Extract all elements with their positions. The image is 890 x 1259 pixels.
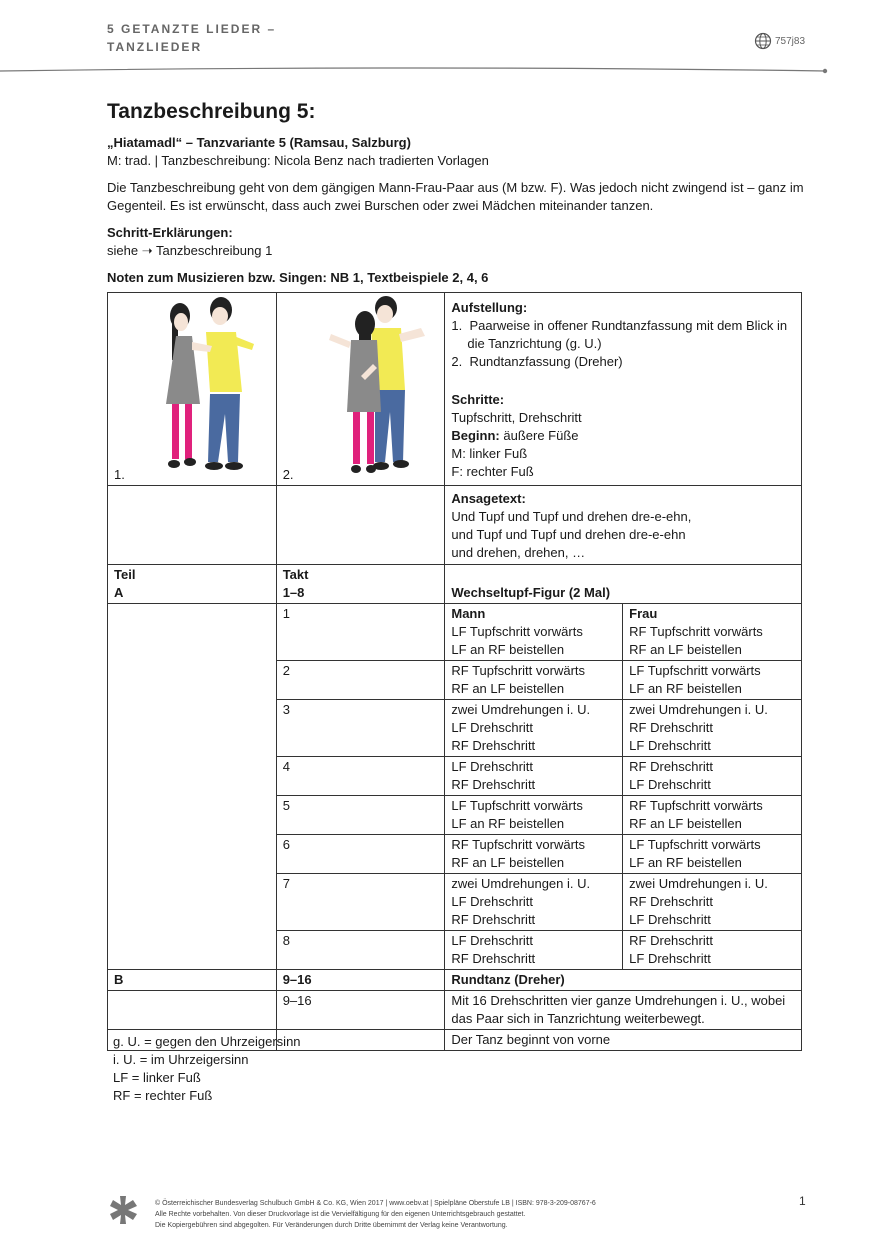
takt-cell: 2 [276, 661, 445, 700]
schritte-text: Tupfschritt, Drehschritt [451, 410, 582, 425]
credits: M: trad. | Tanzbeschreibung: Nicola Benz nach tradierten Vorlagen [107, 153, 489, 168]
online-code[interactable] [754, 32, 805, 50]
takt-cell: 9–16 [276, 991, 445, 1030]
mann-step: zwei Umdrehungen i. U. [451, 702, 591, 717]
mann-step: RF Tupfschritt vorwärts [451, 663, 586, 678]
beginn-text: äußere Füße [499, 428, 579, 443]
figure-a-title: Wechseltupf-Figur (2 Mal) [451, 585, 611, 600]
frau-step: RF Drehschritt [629, 720, 713, 735]
mann-step: LF an RF beistellen [451, 642, 565, 657]
ansage-heading: Ansagetext: [451, 491, 526, 506]
setup-cell [445, 293, 802, 486]
legend-item: g. U. = gegen den Uhrzeigersinn [113, 1034, 301, 1049]
frau-step: RF Drehschritt [629, 933, 713, 948]
page-number: 1 [799, 1194, 806, 1208]
schritt-heading: Schritt-Erklärungen: [107, 225, 233, 240]
takt-label: Takt [282, 567, 309, 582]
beginn-line [451, 427, 795, 445]
frau-step: LF an RF beistellen [629, 681, 742, 696]
globe-icon [754, 32, 772, 50]
mann-step: RF Tupfschritt vorwärts [451, 837, 586, 852]
ansage-line: und drehen, drehen, … [451, 545, 586, 560]
frau-step: RF an LF beistellen [629, 816, 742, 831]
mann-step: RF an LF beistellen [451, 681, 565, 696]
frau-step: LF Drehschritt [629, 912, 711, 927]
mann-step: RF Drehschritt [451, 738, 536, 753]
frau-step: zwei Umdrehungen i. U. [629, 702, 768, 717]
part-b-row [108, 970, 802, 991]
teil-b: B [108, 970, 277, 991]
ansage-row [108, 486, 802, 565]
table-row [108, 874, 802, 931]
figure-label-2: 2. [282, 467, 294, 482]
beginn-m: M: linker Fuß [451, 446, 528, 461]
page-title: Tanzbeschreibung 5: [107, 100, 316, 123]
frau-step: LF Drehschritt [629, 777, 711, 792]
frau-step: LF Drehschritt [629, 951, 711, 966]
legend-item: LF = linker Fuß [113, 1070, 201, 1085]
header-line-1: 5 GETANZTE LIEDER – [107, 22, 277, 36]
frau-step: RF an LF beistellen [629, 642, 742, 657]
frau-step: RF Drehschritt [629, 759, 713, 774]
beginn-f: F: rechter Fuß [451, 464, 534, 479]
frau-step: RF Drehschritt [629, 894, 713, 909]
abbreviation-legend [113, 1033, 301, 1105]
b-description: Mit 16 Drehschritten vier ganze Umdrehungen i. U., wobei das Paar sich in Tanzrichtung weiterbewegt. [445, 991, 802, 1030]
takt-b: 9–16 [276, 970, 445, 991]
dancers-illustration-1 [152, 294, 262, 484]
takt-cell: 1 [276, 604, 445, 661]
legend-item: RF = rechter Fuß [113, 1088, 213, 1103]
header-divider [0, 62, 890, 78]
frau-step: RF Tupfschritt vorwärts [629, 798, 763, 813]
figure-cell-2 [276, 293, 445, 486]
end-text: Der Tanz beginnt von vorne [445, 1030, 802, 1051]
teil-a: A [114, 585, 124, 600]
figure-b-title: Rundtanz (Dreher) [445, 970, 802, 991]
footer-line: Alle Rechte vorbehalten. Von dieser Druckvorlage ist die Vervielfältigung für den eigenen Unterrichtsgebrauch gestattet. [155, 1211, 526, 1218]
ansage-cell [445, 486, 802, 565]
ansage-line: und Tupf und Tupf und drehen dre-e-ehn [451, 527, 686, 542]
mann-step: LF Tupfschritt vorwärts [451, 624, 583, 639]
dance-table [107, 292, 802, 1051]
footer-line: © Österreichischer Bundesverlag Schulbuch GmbH & Co. KG, Wien 2017 | www.oebv.at | Spielpläne Oberstufe LB | ISBN: 978-3-209-08767-6 [155, 1200, 596, 1207]
takt-cell: 7 [276, 874, 445, 931]
mann-label: Mann [451, 606, 486, 621]
running-header [107, 20, 276, 56]
frau-step: zwei Umdrehungen i. U. [629, 876, 768, 891]
frau-step: LF Drehschritt [629, 738, 711, 753]
aufstellung-heading: Aufstellung: [451, 300, 528, 315]
aufstellung-item-2: 2. Rundtanzfassung (Dreher) [451, 354, 623, 369]
beginn-label: Beginn: [451, 428, 500, 443]
mann-step: zwei Umdrehungen i. U. [451, 876, 591, 891]
publisher-logo-icon [108, 1194, 140, 1226]
part-a-row [108, 565, 802, 604]
mann-step: LF Drehschritt [451, 720, 534, 735]
dancers-illustration-2 [321, 294, 431, 484]
mann-step: LF Tupfschritt vorwärts [451, 798, 583, 813]
footer-line: Die Kopiergebühren sind abgegolten. Für Veränderungen durch Dritte übernimmt der Verlag keine Verantwortung. [155, 1222, 508, 1229]
legend-item: i. U. = im Uhrzeigersinn [113, 1052, 249, 1067]
mann-step: RF Drehschritt [451, 912, 536, 927]
takt-a: 1–8 [282, 585, 305, 600]
mann-step: LF an RF beistellen [451, 816, 565, 831]
frau-step: LF Tupfschritt vorwärts [629, 663, 761, 678]
figure-row [108, 293, 802, 486]
takt-cell: 8 [276, 931, 445, 970]
schritte-heading: Schritte: [451, 392, 505, 407]
frau-step: LF Tupfschritt vorwärts [629, 837, 761, 852]
figure-cell-1 [108, 293, 277, 486]
table-row [108, 604, 802, 661]
takt-cell: 6 [276, 835, 445, 874]
schritt-text: siehe ➝ Tanzbeschreibung 1 [107, 243, 273, 258]
table-row [108, 931, 802, 970]
ansage-line: Und Tupf und Tupf und drehen dre-e-ehn, [451, 509, 692, 524]
table-row [108, 700, 802, 757]
table-row [108, 991, 802, 1030]
table-row [108, 661, 802, 700]
table-row [108, 796, 802, 835]
frau-step: LF an RF beistellen [629, 855, 742, 870]
frau-label: Frau [629, 606, 658, 621]
header-line-2: TANZLIEDER [107, 40, 203, 54]
online-code-text: 757j83 [775, 35, 806, 47]
mann-step: LF Drehschritt [451, 894, 534, 909]
mann-step: RF Drehschritt [451, 777, 536, 792]
mann-step: LF Drehschritt [451, 759, 534, 774]
takt-cell: 3 [276, 700, 445, 757]
mann-step: RF an LF beistellen [451, 855, 565, 870]
table-row [108, 757, 802, 796]
teil-label: Teil [114, 567, 136, 582]
footer-copyright [155, 1198, 596, 1231]
figure-label-1: 1. [114, 467, 125, 482]
table-row [108, 835, 802, 874]
noten-line: Noten zum Musizieren bzw. Singen: NB 1, Textbeispiele 2, 4, 6 [107, 270, 489, 285]
mann-step: RF Drehschritt [451, 951, 536, 966]
mann-step: LF Drehschritt [451, 933, 534, 948]
intro-text: Die Tanzbeschreibung geht von dem gängigen Mann-Frau-Paar aus (M bzw. F). Was jedoch nicht zwingend ist – ganz im Gegenteil. Es ist erwünscht, dass auch zwei Burschen oder zwei Mädchen miteinander tanzen. [107, 180, 804, 213]
takt-cell: 5 [276, 796, 445, 835]
frau-step: RF Tupfschritt vorwärts [629, 624, 763, 639]
subtitle: „Hiatamadl“ – Tanzvariante 5 (Ramsau, Salzburg) [107, 135, 411, 150]
aufstellung-item-1: 1. Paarweise in offener Rundtanzfassung mit dem Blick in die Tanzrichtung (g. U.) [451, 318, 788, 351]
takt-cell: 4 [276, 757, 445, 796]
